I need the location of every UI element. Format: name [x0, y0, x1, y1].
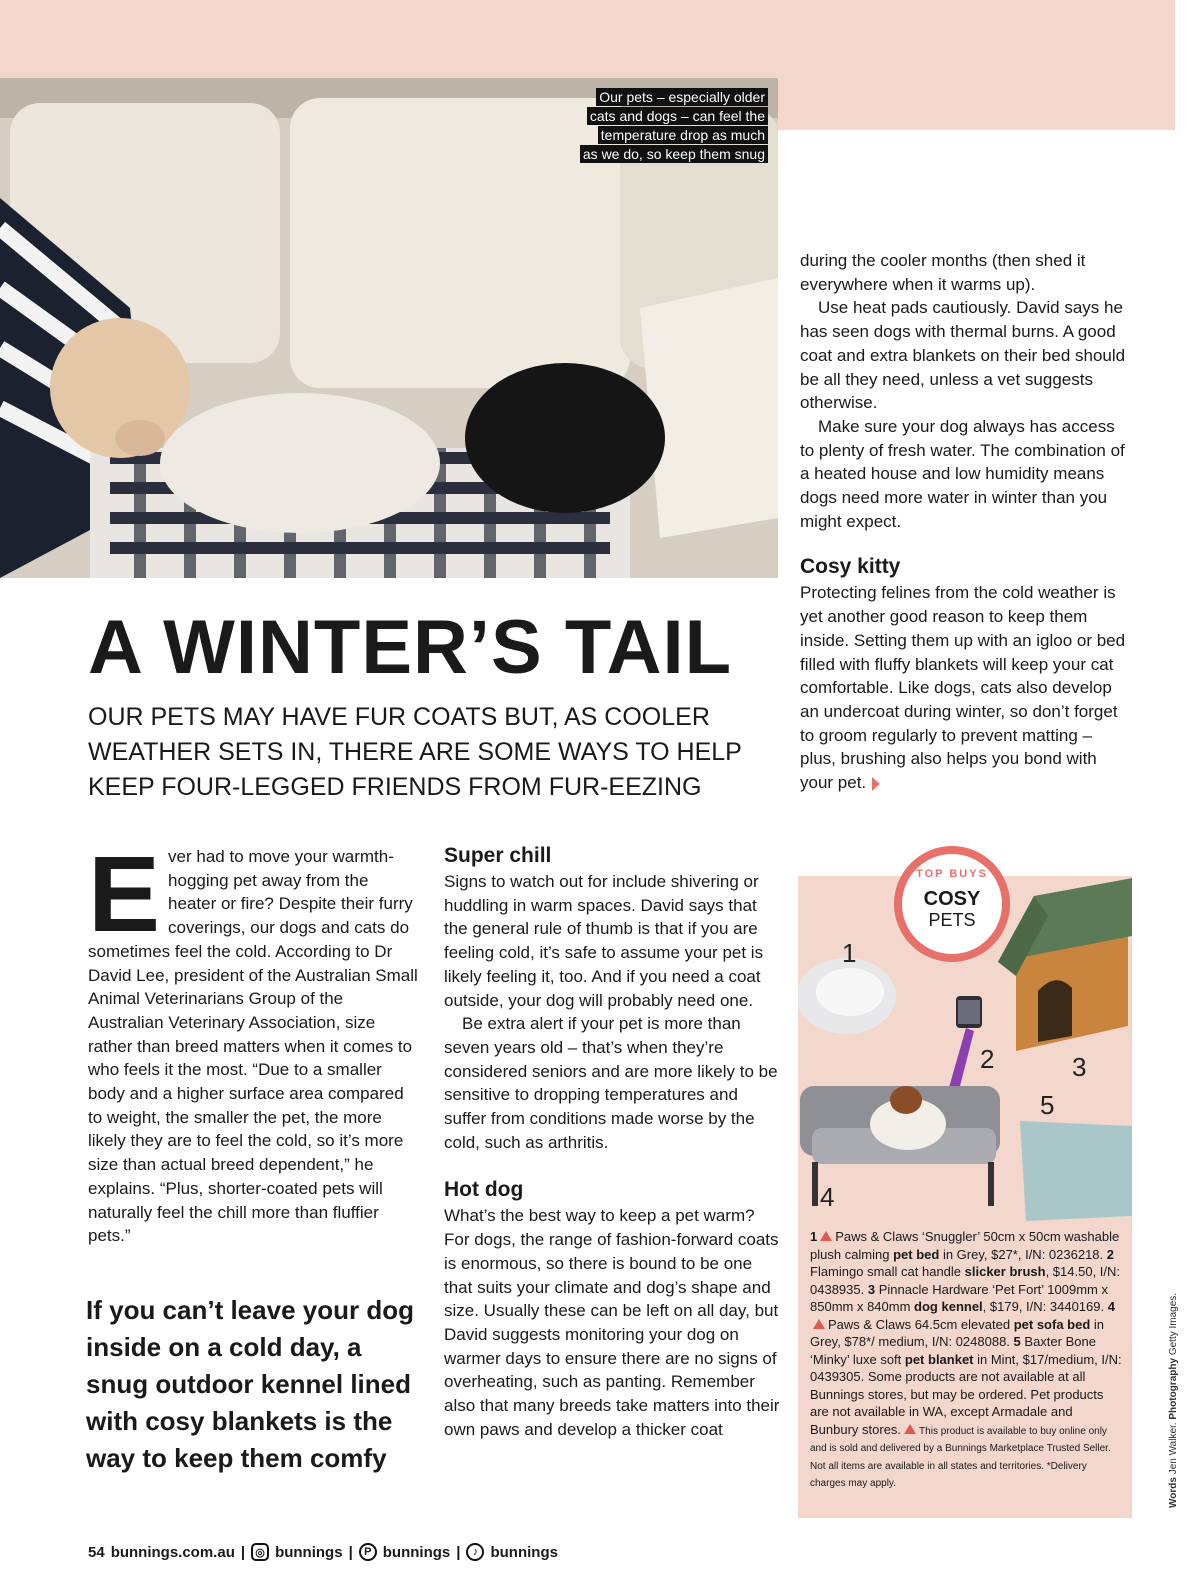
credit-label: Words [1168, 1477, 1179, 1508]
body-paragraph [800, 581, 1130, 794]
slicker-brush-image [948, 996, 982, 1094]
page-footer [88, 1543, 558, 1561]
detail-product: pet sofa bed [1013, 1316, 1091, 1332]
credit-label: Photography [1168, 1357, 1179, 1420]
detail-number: 4 [1107, 1299, 1115, 1314]
caption-line: as we do, so keep them snug [580, 145, 768, 163]
middle-column [444, 842, 780, 1441]
site-link[interactable]: bunnings.com.au [110, 1543, 235, 1561]
credit-name: Jen Walker. [1168, 1422, 1179, 1475]
detail-product: dog kennel [914, 1299, 983, 1314]
detail-text: in Grey, $78*/ medium, I/N: 0248088. [810, 1316, 1105, 1349]
detail-number: 3 [867, 1281, 876, 1297]
photo-caption [568, 88, 768, 164]
badge-title: COSY [923, 888, 981, 910]
body-paragraph: Use heat pads cautiously. David says he has seen dogs with thermal burns. A good coat and extra blankets on their bed should be all they need, unless a vet suggests otherwise. [800, 298, 1126, 413]
right-column [800, 249, 1130, 795]
online-only-icon [813, 1319, 825, 1329]
credits [1168, 1293, 1179, 1508]
intro-paragraph: ver had to move your warmth-hogging pet away from the heater or fire? Despite their furry coverings, our dogs and cats do sometimes feel the cold. According to Dr David Lee, president of the Australian Small Animal Veterinarians Group of the Australian Veterinary Association, size rather than breed matters when it comes to who feels it the most. “Due to a smaller body and a higher surface area compared to weight, the smaller the pet, the more likely they are to feel the cold, so it’s more size than actual breed dependent,” he explains. “Plus, shorter-coated pets will naturally feel the chill more than fluffier pets.” [88, 847, 418, 1246]
dog-kennel-image [998, 876, 1132, 1051]
detail-text: Pinnacle Hardware ‘Pet Fort’ 1009mm x 850mm x 840mm [810, 1281, 1108, 1314]
continue-arrow-icon [872, 777, 880, 791]
body-paragraph: during the cooler months (then shed it everywhere when it warms up). [800, 251, 1086, 294]
credit-name: Getty Images. [1168, 1292, 1179, 1356]
badge-subtitle: PETS [928, 910, 976, 930]
tiktok-handle[interactable]: bunnings [490, 1543, 558, 1561]
separator: | [456, 1543, 461, 1561]
pet-blanket-image [1020, 1121, 1132, 1221]
detail-text: Baxter Bone ‘Minky’ luxe soft [810, 1334, 1096, 1367]
pull-quote: If you can’t leave your dog inside on a cold day, a snug outdoor kennel lined with cosy blankets is the way to keep them comfy [86, 1295, 414, 1473]
top-buys-panel [798, 868, 1132, 1518]
product-number: 3 [1072, 1052, 1087, 1082]
product-number: 1 [842, 938, 857, 968]
drop-cap: E [88, 833, 161, 954]
body-paragraph: Signs to watch out for include shivering or huddling in warm spaces. David says that the general rule of thumb is that if you are feeling cold, it’s safe to assume your pet is likely feeling it, too. And if you need a coat outside, your dog will probably need one. [444, 872, 764, 1010]
instagram-handle[interactable]: bunnings [275, 1543, 343, 1561]
pet-bed-image [798, 958, 896, 1034]
detail-text: Paws & Claws ‘Snuggler’ 50cm x 50cm washable plush calming [810, 1229, 1120, 1262]
detail-product: pet bed [893, 1246, 940, 1262]
hero-photo [0, 78, 778, 578]
detail-number: 1 [810, 1229, 818, 1244]
detail-product: pet blanket [904, 1351, 974, 1367]
instagram-icon: ◎ [251, 1543, 269, 1561]
tiktok-icon: ♪ [466, 1543, 484, 1561]
detail-text: , $179, I/N: 3440169. [982, 1299, 1105, 1314]
detail-number: 2 [1106, 1246, 1115, 1262]
separator: | [348, 1543, 353, 1561]
page-number: 54 [88, 1543, 105, 1561]
article-standfirst: OUR PETS MAY HAVE FUR COATS BUT, AS COOLER WEATHER SETS IN, THERE ARE SOME WAYS TO HELP KEEP FOUR-LEGGED FRIENDS FROM FUR-EEZING [88, 703, 742, 801]
detail-text: in Mint, $17/medium, I/N: 0439305. [810, 1351, 1122, 1384]
detail-text: , $14.50, I/N: 0438935. [810, 1264, 1121, 1297]
product-number: 5 [1040, 1090, 1055, 1120]
detail-text: in Grey, $27*, I/N: 0236218. [939, 1246, 1104, 1262]
product-number: 4 [820, 1182, 835, 1212]
availability-note: Some products are not available at all Bunnings stores, but may be ordered. Pet products are not available in WA, except Armadale and Bunbury stores. [810, 1369, 1104, 1437]
section-heading-super-chill: Super chill [444, 844, 552, 867]
section-heading-cosy-kitty: Cosy kitty [800, 555, 901, 579]
article-headline: A WINTER’S TAIL [88, 605, 733, 690]
intro-column [88, 833, 418, 1248]
fine-print: This product is available to buy online only and is sold and delivered by a Bunnings Marketplace Trusted Seller. Not all items are available in all states and territories. *Delivery charges may apply. [810, 1425, 1111, 1489]
separator: | [240, 1543, 246, 1561]
body-paragraph: Make sure your dog always has access to plenty of fresh water. The combination of a heated house and low humidity means dogs need more water in winter than you might expect. [800, 416, 1125, 531]
body-paragraph: Be extra alert if your pet is more than seven years old – that’s when they’re considered seniors and are more likely to be sensitive to dropping temperatures and suffer from conditions made worse by the cold, such as arthritis. [444, 1014, 778, 1152]
online-only-icon [820, 1231, 832, 1241]
product-number: 2 [980, 1044, 995, 1074]
badge-label: TOP BUYS [916, 868, 988, 880]
caption-line: temperature drop as much [598, 126, 768, 144]
product-details [810, 1228, 1122, 1491]
detail-product: slicker brush [964, 1264, 1046, 1279]
caption-line: Our pets – especially older [596, 88, 768, 106]
detail-text: Paws & Claws 64.5cm elevated [828, 1316, 1014, 1332]
pinterest-handle[interactable]: bunnings [382, 1543, 451, 1561]
cosy-kitty-text: Protecting felines from the cold weather is yet another good reason to keep them inside. Setting them up with an igloo or bed filled with fluffy blankets will keep your cat comfortable. Like dogs, cats also develop an undercoat during winter, so don’t forget to groom regularly to prevent matting – plus, brushing also helps you bond with your pet. [800, 583, 1126, 793]
pinterest-icon: P [359, 1543, 377, 1561]
detail-text: Flamingo small cat handle [810, 1264, 965, 1279]
caption-line: cats and dogs – can feel the [587, 107, 768, 125]
detail-number: 5 [1013, 1334, 1021, 1349]
online-only-icon [904, 1424, 916, 1434]
section-heading-hot-dog: Hot dog [444, 1178, 524, 1202]
body-paragraph: What’s the best way to keep a pet warm? For dogs, the range of fashion-forward coats is enormous, so there is bound to be one that suits your climate and dog’s shape and size. Usually these can be left on all day, but David suggests monitoring your dog on warmer days to ensure there are no signs of overheating, such as panting. Remember also that many breeds take matters into their own paws and develop a thicker coat [444, 1206, 780, 1439]
